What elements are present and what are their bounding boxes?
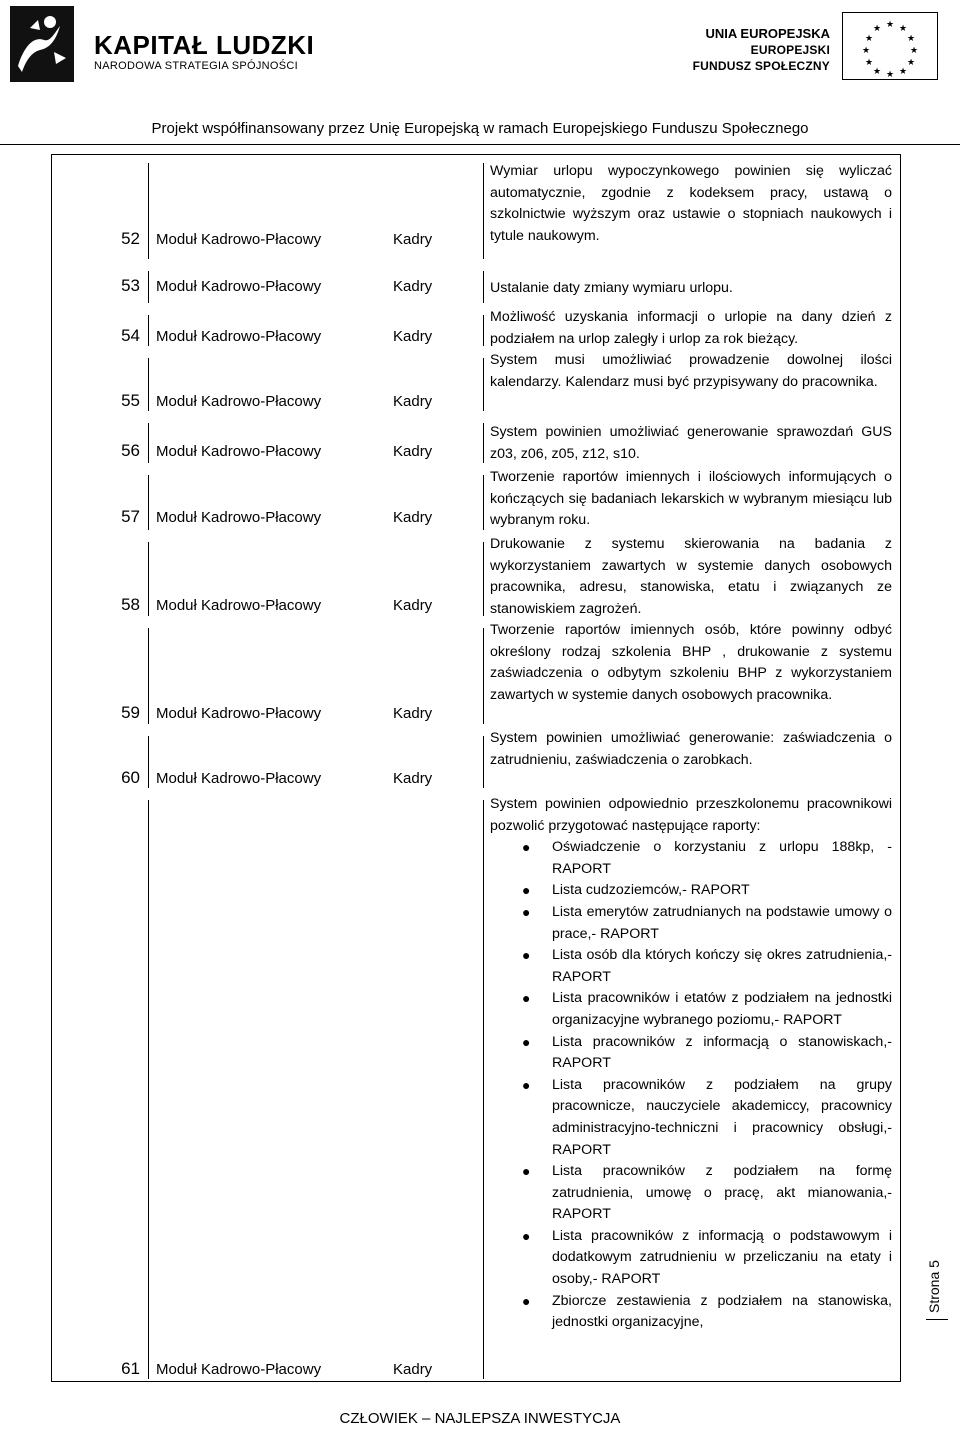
report-list-item-text: Zbiorcze zestawienia z podziałem na stanowiska, jednostki organizacyjne, — [552, 1292, 892, 1331]
row-area: Kadry — [393, 597, 433, 614]
row-module: Moduł Kadrowo-Płacowy — [156, 770, 322, 787]
report-list-item — [490, 902, 892, 945]
row-area: Kadry — [393, 443, 433, 460]
report-list — [490, 837, 892, 1334]
column-separator-description — [483, 628, 484, 724]
row-description-text: System powinien odpowiednio przeszkolonemu pracownikowi pozwolić przygotować następujące raporty: — [490, 796, 892, 834]
svg-text:★: ★ — [872, 67, 882, 77]
row-number: 53 — [121, 276, 140, 295]
report-list-item — [490, 1075, 892, 1161]
row-description — [490, 278, 892, 300]
report-list-item-text: Oświadczenie o korzystaniu z urlopu 188kp, - RAPORT — [552, 839, 892, 877]
bullet-icon: ● — [522, 1163, 531, 1180]
column-separator-description — [483, 736, 484, 788]
column-separator-number — [148, 628, 149, 724]
svg-text:★: ★ — [864, 58, 874, 68]
row-number: 57 — [121, 507, 140, 526]
row-area: Kadry — [393, 1361, 433, 1378]
page-header — [0, 0, 960, 150]
report-list-item — [490, 1032, 892, 1075]
eu-line-1: UNIA EUROPEJSKA — [705, 26, 830, 41]
row-description — [490, 728, 892, 771]
report-list-item — [490, 945, 892, 988]
row-description-text: System musi umożliwiać prowadzenie dowolnej ilości kalendarzy. Kalendarz musi być przypisywany do pracownika. — [490, 352, 892, 390]
row-number: 56 — [121, 441, 140, 460]
row-number: 55 — [121, 391, 140, 410]
report-list-item-text: Lista pracowników z podziałem na grupy pracownicze, nauczyciele akademiccy, pracownicy administracyjno-techniczni i pracownicy obsługi,- RAPORT — [552, 1076, 892, 1158]
row-module: Moduł Kadrowo-Płacowy — [156, 705, 322, 722]
svg-text:★: ★ — [885, 20, 895, 30]
row-description-text: Drukowanie z systemu skierowania na badania z wykorzystaniem zawartych w systemie danych osobowych pracownika, adresu, stanowiska, etatu i związanych ze stanowiskiem zagrożeń. — [490, 536, 892, 617]
page-number: Strona 5 — [926, 1260, 948, 1320]
svg-text:★: ★ — [906, 34, 916, 44]
row-module: Moduł Kadrowo-Płacowy — [156, 278, 322, 295]
row-area: Kadry — [393, 231, 433, 248]
row-number: 52 — [121, 229, 140, 248]
row-area: Kadry — [393, 770, 433, 787]
row-description-text: System powinien umożliwiać generowanie sprawozdań GUS z03, z06, z05, z12, s10. — [490, 424, 892, 462]
bullet-icon: ● — [522, 1227, 531, 1244]
svg-text:★: ★ — [885, 70, 895, 79]
bullet-icon: ● — [522, 990, 531, 1007]
row-module: Moduł Kadrowo-Płacowy — [156, 393, 322, 410]
bullet-icon: ● — [522, 1076, 531, 1093]
logo-subtitle: NARODOWA STRATEGIA SPÓJNOŚCI — [94, 60, 298, 72]
svg-text:★: ★ — [861, 46, 871, 56]
row-description — [490, 161, 892, 247]
report-list-item — [490, 1161, 892, 1226]
svg-text:★: ★ — [906, 58, 916, 68]
row-description — [490, 794, 892, 1334]
column-separator-description — [483, 315, 484, 346]
row-area: Kadry — [393, 278, 433, 295]
column-separator-description — [483, 358, 484, 411]
report-list-item-text: Lista emerytów zatrudnianych na podstawie umowy o prace,- RAPORT — [552, 903, 892, 942]
row-description — [490, 307, 892, 350]
column-separator-number — [148, 736, 149, 788]
row-description — [490, 467, 892, 532]
logo-title: KAPITAŁ LUDZKI — [94, 30, 315, 60]
svg-text:★: ★ — [898, 24, 908, 34]
row-module: Moduł Kadrowo-Płacowy — [156, 443, 322, 460]
svg-text:★: ★ — [864, 34, 874, 44]
row-number: 59 — [121, 703, 140, 722]
row-module: Moduł Kadrowo-Płacowy — [156, 231, 322, 248]
column-separator-description — [483, 800, 484, 1379]
row-number: 60 — [121, 768, 140, 787]
project-cofinancing-line: Projekt współfinansowany przez Unię Europejską w ramach Europejskiego Funduszu Społecznego — [151, 120, 809, 137]
column-separator-number — [148, 358, 149, 411]
row-module: Moduł Kadrowo-Płacowy — [156, 597, 322, 614]
row-description-text: Możliwość uzyskania informacji o urlopie na dany dzień z podziałem na urlop zaległy i urlop za rok bieżący. — [490, 309, 892, 347]
column-separator-description — [483, 542, 484, 616]
row-area: Kadry — [393, 705, 433, 722]
row-module: Moduł Kadrowo-Płacowy — [156, 328, 322, 345]
column-separator-description — [483, 423, 484, 463]
report-list-item-text: Lista pracowników z informacją o podstawowym i dodatkowym zatrudnieniu w przeliczaniu na etaty i osoby,- RAPORT — [552, 1227, 892, 1288]
bullet-icon: ● — [522, 947, 531, 964]
row-area: Kadry — [393, 509, 433, 526]
eu-flag-icon — [842, 12, 938, 80]
column-separator-number — [148, 315, 149, 346]
requirements-table — [51, 154, 901, 1382]
column-separator-number — [148, 542, 149, 616]
report-list-item-text: Lista osób dla których kończy się okres zatrudnienia,- RAPORT — [552, 947, 892, 985]
row-description-text: Tworzenie raportów imiennych i ilościowych informujących o kończących się badaniach lekarskich w wybranym miesiącu lub wybranym roku. — [490, 469, 892, 529]
eu-logo-text — [693, 26, 830, 74]
row-area: Kadry — [393, 393, 433, 410]
report-list-item-text: Lista pracowników z informacją o stanowiskach,- RAPORT — [552, 1033, 892, 1072]
footer-slogan: CZŁOWIEK – NAJLEPSZA INWESTYCJA — [339, 1410, 621, 1427]
report-list-item — [490, 988, 892, 1031]
svg-text:★: ★ — [898, 67, 908, 77]
row-description-text: Ustalanie daty zmiany wymiaru urlopu. — [490, 280, 733, 296]
report-list-item — [490, 880, 892, 902]
row-description-text: Wymiar urlopu wypoczynkowego powinien się wyliczać automatycznie, zgodnie z kodeksem pracy, ustawą o szkolnictwie wyższym oraz ustawie o stopniach naukowych i tytule naukowym. — [490, 163, 892, 244]
column-separator-description — [483, 271, 484, 303]
eu-line-2: EUROPEJSKI — [750, 43, 830, 57]
row-description-text: Tworzenie raportów imiennych osób, które powinny odbyć określony rodzaj szkolenia BHP , drukowanie z systemu zaświadczenia o odbytym szkoleniu BHP z wykorzystaniem zawartych w systemie danych osobowych pracownika. — [490, 622, 892, 703]
row-module: Moduł Kadrowo-Płacowy — [156, 1361, 322, 1378]
column-separator-number — [148, 800, 149, 1379]
row-description — [490, 422, 892, 465]
kapital-ludzki-logo-icon — [10, 6, 74, 82]
row-number: 54 — [121, 326, 140, 345]
report-list-item-text: Lista pracowników z podziałem na formę zatrudnienia, umowę o pracę, akt mianowania,- RAPORT — [552, 1163, 892, 1223]
report-list-item — [490, 1291, 892, 1334]
svg-text:★: ★ — [909, 46, 919, 56]
row-number: 58 — [121, 595, 140, 614]
column-separator-number — [148, 475, 149, 530]
bullet-icon: ● — [522, 1292, 531, 1309]
column-separator-description — [483, 475, 484, 530]
row-description — [490, 620, 892, 706]
column-separator-number — [148, 163, 149, 259]
bullet-icon: ● — [522, 903, 531, 920]
row-description — [490, 350, 892, 393]
report-list-item-text: Lista cudzoziemców,- RAPORT — [552, 882, 750, 899]
row-module: Moduł Kadrowo-Płacowy — [156, 509, 322, 526]
eu-line-3: FUNDUSZ SPOŁECZNY — [692, 59, 830, 73]
header-divider — [0, 144, 960, 145]
row-number: 61 — [121, 1359, 140, 1378]
row-area: Kadry — [393, 328, 433, 345]
report-list-item — [490, 837, 892, 880]
row-description — [490, 534, 892, 620]
report-list-item — [490, 1226, 892, 1291]
column-separator-number — [148, 271, 149, 303]
row-description-text: System powinien umożliwiać generowanie: zaświadczenia o zatrudnieniu, zaświadczenia o zarobkach. — [490, 730, 892, 768]
column-separator-description — [483, 163, 484, 259]
report-list-item-text: Lista pracowników i etatów z podziałem na jednostki organizacyjne wybranego poziomu,- RAPORT — [552, 990, 892, 1028]
svg-text:★: ★ — [872, 24, 882, 34]
bullet-icon: ● — [522, 1033, 531, 1050]
bullet-icon: ● — [522, 839, 531, 856]
column-separator-number — [148, 423, 149, 463]
bullet-icon: ● — [522, 882, 531, 899]
